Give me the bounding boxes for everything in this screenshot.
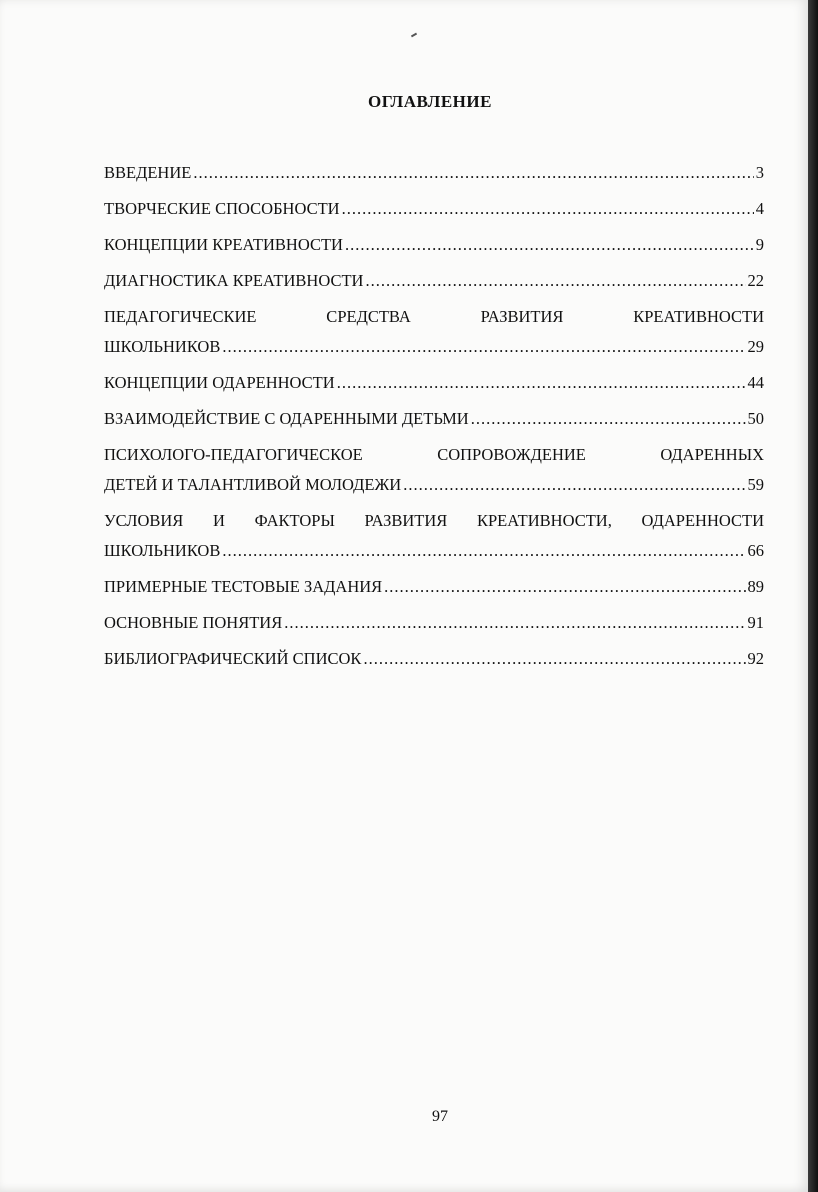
toc-leader-dots [193,158,753,188]
toc-leader-dots [403,470,745,500]
toc-entry[interactable] [104,194,764,224]
toc-entry[interactable] [104,302,764,362]
toc-leader-dots [345,230,754,260]
toc-leader-dots [365,266,745,296]
toc-entry-title: ВЗАИМОДЕЙСТВИЕ С ОДАРЕННЫМИ ДЕТЬМИ [104,409,469,428]
toc-entry-title-cont: ШКОЛЬНИКОВ [104,541,221,560]
toc-leader-dots [363,644,745,674]
toc-entry-title: ПРИМЕРНЫЕ ТЕСТОВЫЕ ЗАДАНИЯ [104,577,383,596]
toc-entry[interactable] [104,608,764,638]
toc-entry-page: 92 [747,649,764,668]
toc-entry-title: УСЛОВИЯ И ФАКТОРЫ РАЗВИТИЯ КРЕАТИВНОСТИ, ОДАРЕННОСТИ [104,511,764,530]
page-title: ОГЛАВЛЕНИЕ [368,92,492,111]
toc-leader-dots [222,536,745,566]
table-of-contents [104,158,764,680]
toc-entry-title: ПЕДАГОГИЧЕСКИЕ СРЕДСТВА РАЗВИТИЯ КРЕАТИВНОСТИ [104,307,764,326]
toc-entry[interactable] [104,440,764,500]
toc-entry[interactable] [104,158,764,188]
toc-leader-dots [222,332,745,362]
toc-entry[interactable] [104,506,764,566]
toc-entry-page: 50 [747,409,764,428]
toc-entry-title: БИБЛИОГРАФИЧЕСКИЙ СПИСОК [104,649,362,668]
toc-entry[interactable] [104,404,764,434]
toc-entry-page: 91 [747,613,764,632]
toc-entry-page: 29 [747,337,764,356]
scan-speck [411,33,417,38]
toc-leader-dots [471,404,746,434]
toc-entry[interactable] [104,230,764,260]
toc-entry-page: 4 [755,199,764,218]
toc-entry-title: ДИАГНОСТИКА КРЕАТИВНОСТИ [104,271,364,290]
toc-entry[interactable] [104,368,764,398]
toc-entry-title: КОНЦЕПЦИИ КРЕАТИВНОСТИ [104,235,343,254]
toc-leader-dots [337,368,746,398]
toc-entry-title: ОСНОВНЫЕ ПОНЯТИЯ [104,613,283,632]
toc-entry-title-cont: ДЕТЕЙ И ТАЛАНТЛИВОЙ МОЛОДЕЖИ [104,475,402,494]
toc-entry-page: 44 [747,373,764,392]
toc-entry-page: 89 [747,577,764,596]
toc-entry-title: ВВЕДЕНИЕ [104,163,192,182]
toc-entry[interactable] [104,572,764,602]
toc-entry-title: ТВОРЧЕСКИЕ СПОСОБНОСТИ [104,199,340,218]
toc-entry[interactable] [104,644,764,674]
toc-entry-page: 9 [755,235,764,254]
toc-entry-title: ПСИХОЛОГО-ПЕДАГОГИЧЕСКОЕ СОПРОВОЖДЕНИЕ ОДАРЕННЫХ [104,445,764,464]
toc-entry-title: КОНЦЕПЦИИ ОДАРЕННОСТИ [104,373,335,392]
toc-entry-page: 3 [755,163,764,182]
toc-leader-dots [342,194,754,224]
toc-leader-dots [284,608,745,638]
toc-entry-page: 66 [747,541,764,560]
toc-entry-page: 22 [747,271,764,290]
toc-entry-page: 59 [747,475,764,494]
page-number: 97 [432,1108,448,1125]
scan-edge-shadow [808,0,818,1192]
toc-leader-dots [384,572,745,602]
toc-entry-title-cont: ШКОЛЬНИКОВ [104,337,221,356]
toc-entry[interactable] [104,266,764,296]
